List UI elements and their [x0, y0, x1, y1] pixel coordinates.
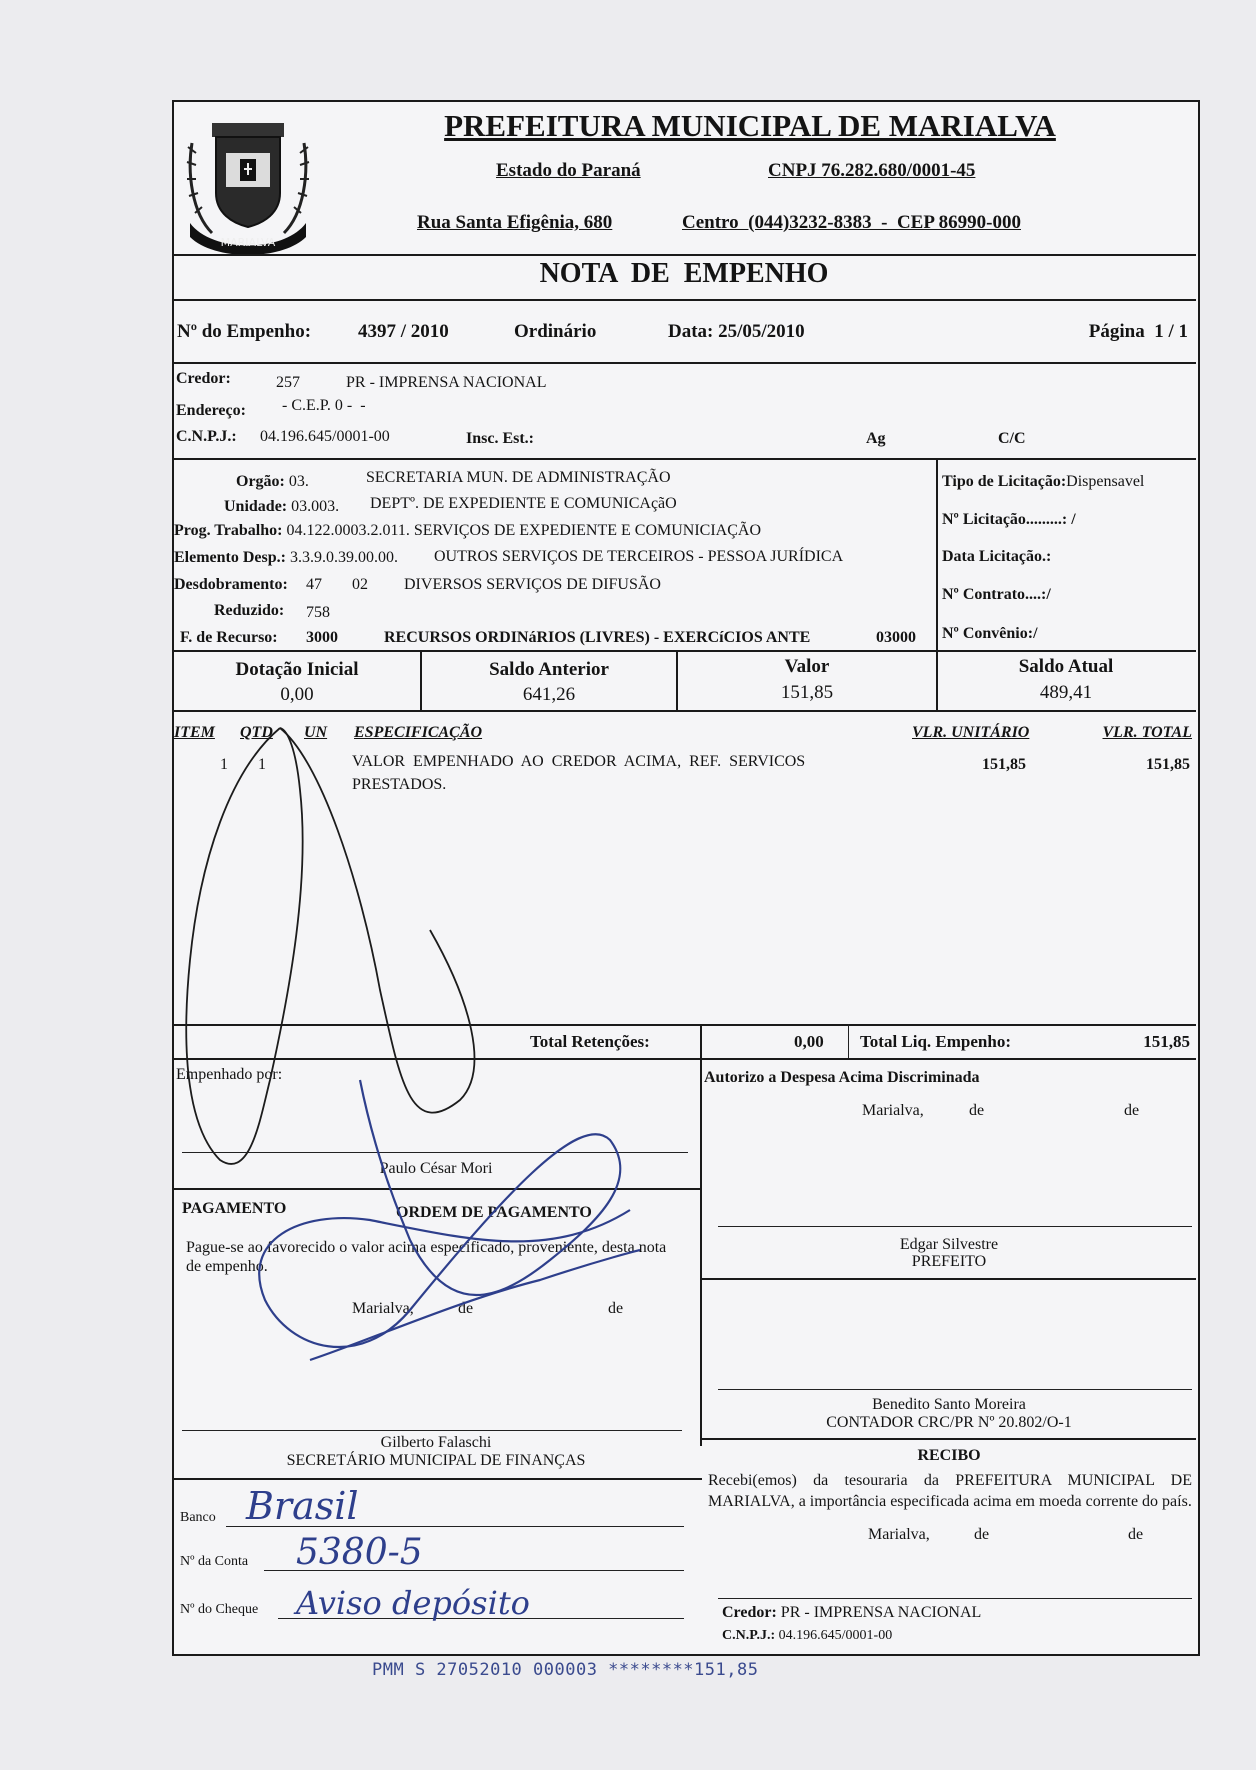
recibo-de2: de	[1128, 1526, 1144, 1543]
prog-name: SERVIÇOS DE EXPEDIENTE E COMUNICIAÇÃO	[413, 522, 762, 539]
credor-cnpj: 04.196.645/0001-00	[260, 428, 390, 445]
prog-label: Prog. Trabalho:	[174, 522, 283, 539]
cnpj-field-label: C.N.P.J.:	[176, 428, 237, 445]
coat-of-arms-logo	[182, 103, 314, 255]
recibo-text: Recebi(emos) da tesouraria da PREFEITURA MUNICIPAL DE MARIALVA, a importância especificada acima em moeda corrente do país.	[708, 1472, 1192, 1510]
dotacao-inicial-value: 0,00	[280, 684, 314, 705]
auth-de2: de	[1124, 1102, 1140, 1119]
payment-authentication: PMM S 27052010 000003 ********151,85	[372, 1660, 759, 1680]
signature-strokes	[170, 700, 730, 1480]
total-retencoes-value: 0,00	[794, 1032, 824, 1051]
empenhado-por-label: Empenhado por:	[176, 1066, 283, 1083]
recibo-credor: PR - IMPRENSA NACIONAL	[780, 1604, 982, 1621]
banco-label: Banco	[180, 1510, 216, 1525]
banco-handwritten: Brasil	[246, 1484, 359, 1528]
autorizo-label: Autorizo a Despesa Acima Discriminada	[704, 1069, 980, 1086]
item-total-value: 151,85	[1146, 756, 1190, 773]
page-number: Página 1 / 1	[1088, 321, 1188, 342]
svg-text:MARIALVA: MARIALVA	[220, 236, 276, 249]
orgao-name: SECRETARIA MUN. DE ADMINISTRAÇÃO	[366, 469, 671, 486]
valor-label: Valor	[784, 656, 830, 677]
col-vlr-total-header: VLR. TOTAL	[1102, 724, 1192, 741]
contrato-number: Nº Contrato....:/	[942, 586, 1051, 603]
recibo-de1: de	[974, 1526, 990, 1543]
item-unit-value: 151,85	[982, 756, 1026, 773]
saldo-atual-value: 489,41	[1039, 682, 1093, 703]
unidade-code: 03.003.	[291, 498, 340, 515]
cnpj-label: CNPJ 76.282.680/0001-45	[768, 160, 976, 181]
elemento-code: 3.3.9.0.39.00.00.	[289, 549, 398, 566]
fonte-code: 3000	[306, 629, 338, 646]
auth-de1: de	[969, 1102, 985, 1119]
saldo-anterior-value: 641,26	[522, 684, 576, 705]
prog-code: 04.122.0003.2.011.	[286, 522, 410, 539]
convenio-number: Nº Convênio:/	[942, 625, 1038, 642]
total-retencoes-label: Total Retenções:	[530, 1032, 650, 1051]
cheque-label: Nº do Cheque	[180, 1602, 259, 1617]
fonte-label: F. de Recurso:	[180, 629, 278, 646]
credor-address: - C.E.P. 0 - -	[282, 397, 366, 414]
item-qty: 1	[258, 756, 266, 773]
col-espec-header: ESPECIFICAÇÃO	[354, 724, 483, 741]
licitacao-type: Dispensavel	[1066, 473, 1145, 490]
recibo-local: Marialva,	[868, 1526, 930, 1543]
auth-local: Marialva,	[862, 1102, 924, 1119]
insc-est-label: Insc. Est.:	[466, 430, 535, 447]
secretario-name: Gilberto Falaschi	[380, 1434, 492, 1451]
orgao-code: 03.	[288, 473, 309, 490]
empenho-number: 4397 / 2010	[358, 321, 449, 342]
orgao-label: Orgão:	[236, 473, 285, 490]
item-number: 1	[220, 756, 228, 773]
state-label: Estado do Paraná	[496, 160, 641, 181]
ordem-pagamento-label: ORDEM DE PAGAMENTO	[396, 1204, 592, 1221]
cheque-handwritten: Aviso depósito	[296, 1584, 530, 1622]
empenho-date: Data: 25/05/2010	[668, 321, 805, 342]
licitacao-type-label: Tipo de Licitação:	[942, 473, 1067, 490]
reduzido-code: 758	[306, 604, 330, 621]
account-label: C/C	[998, 430, 1026, 447]
conta-handwritten: 5380-5	[296, 1532, 423, 1573]
fonte-name: RECURSOS ORDINáRIOS (LIVRES) - EXERCíCIOS ANTE	[384, 629, 811, 646]
recibo-label: RECIBO	[917, 1447, 981, 1464]
total-liq-label: Total Liq. Empenho:	[860, 1032, 1011, 1051]
street-address: Rua Santa Efigênia, 680	[417, 212, 613, 233]
contador-name: Benedito Santo Moreira	[872, 1396, 1026, 1413]
empenho-number-label: Nº do Empenho:	[177, 321, 312, 342]
pag-de1: de	[458, 1300, 474, 1317]
secretario-title: SECRETÁRIO MUNICIPAL DE FINANÇAS	[286, 1452, 586, 1469]
total-liq-value: 151,85	[1143, 1032, 1190, 1051]
desdobramento-label: Desdobramento:	[174, 576, 288, 593]
agency-label: Ag	[866, 430, 886, 447]
licitacao-number: Nº Licitação.........: /	[942, 511, 1076, 528]
contact-line: Centro (044)3232-8383 - CEP 86990-000	[682, 212, 1021, 233]
endereco-label: Endereço:	[176, 402, 246, 419]
prefeito-title: PREFEITO	[911, 1253, 987, 1270]
col-item-header: ITEM	[174, 724, 215, 741]
credor-label: Credor:	[176, 370, 231, 387]
conta-label: Nº da Conta	[180, 1554, 249, 1569]
empenhado-nome: Paulo César Mori	[379, 1160, 493, 1177]
saldo-anterior-label: Saldo Anterior	[489, 659, 609, 680]
col-vlr-unit-header: VLR. UNITÁRIO	[912, 724, 1030, 741]
credor-code: 257	[276, 374, 300, 391]
credor-name: PR - IMPRENSA NACIONAL	[346, 374, 547, 391]
document-title: NOTA DE EMPENHO	[539, 258, 829, 289]
licitacao-date: Data Licitação.:	[942, 548, 1052, 565]
pagamento-label: PAGAMENTO	[182, 1200, 287, 1217]
pag-local: Marialva,	[352, 1300, 414, 1317]
dotacao-inicial-label: Dotação Inicial	[235, 659, 359, 680]
unidade-label: Unidade:	[224, 498, 288, 515]
municipality-title: PREFEITURA MUNICIPAL DE MARIALVA	[444, 108, 1056, 143]
valor-value: 151,85	[780, 682, 834, 703]
fonte-code2: 03000	[876, 629, 916, 646]
pagamento-text: Pague-se ao favorecido o valor acima especificado, proveniente, desta nota de empenho.	[186, 1239, 667, 1275]
desdobramento-code2: 02	[352, 576, 368, 593]
prefeito-name: Edgar Silvestre	[899, 1236, 999, 1253]
contador-title: CONTADOR CRC/PR Nº 20.802/O-1	[826, 1414, 1072, 1431]
item-description-line1: VALOR EMPENHADO AO CREDOR ACIMA, REF. SERVICOS	[352, 753, 806, 770]
saldo-atual-label: Saldo Atual	[1018, 656, 1114, 677]
col-un-header: UN	[304, 724, 328, 741]
recibo-cnpj: 04.196.645/0001-00	[778, 1628, 893, 1643]
col-qtd-header: QTD	[240, 724, 273, 741]
unidade-name: DEPTº. DE EXPEDIENTE E COMUNICAçãO	[370, 495, 677, 512]
recibo-credor-label: Credor:	[722, 1604, 777, 1621]
pag-de2: de	[608, 1300, 624, 1317]
elemento-name: OUTROS SERVIÇOS DE TERCEIROS - PESSOA JURÍDICA	[434, 548, 844, 565]
item-description-line2: PRESTADOS.	[352, 776, 447, 793]
reduzido-label: Reduzido:	[214, 602, 285, 619]
desdobramento-name: DIVERSOS SERVIÇOS DE DIFUSÃO	[404, 576, 661, 593]
desdobramento-code1: 47	[306, 576, 322, 593]
elemento-label: Elemento Desp.:	[174, 549, 286, 566]
recibo-cnpj-label: C.N.P.J.:	[722, 1628, 776, 1643]
empenho-type: Ordinário	[514, 321, 597, 342]
